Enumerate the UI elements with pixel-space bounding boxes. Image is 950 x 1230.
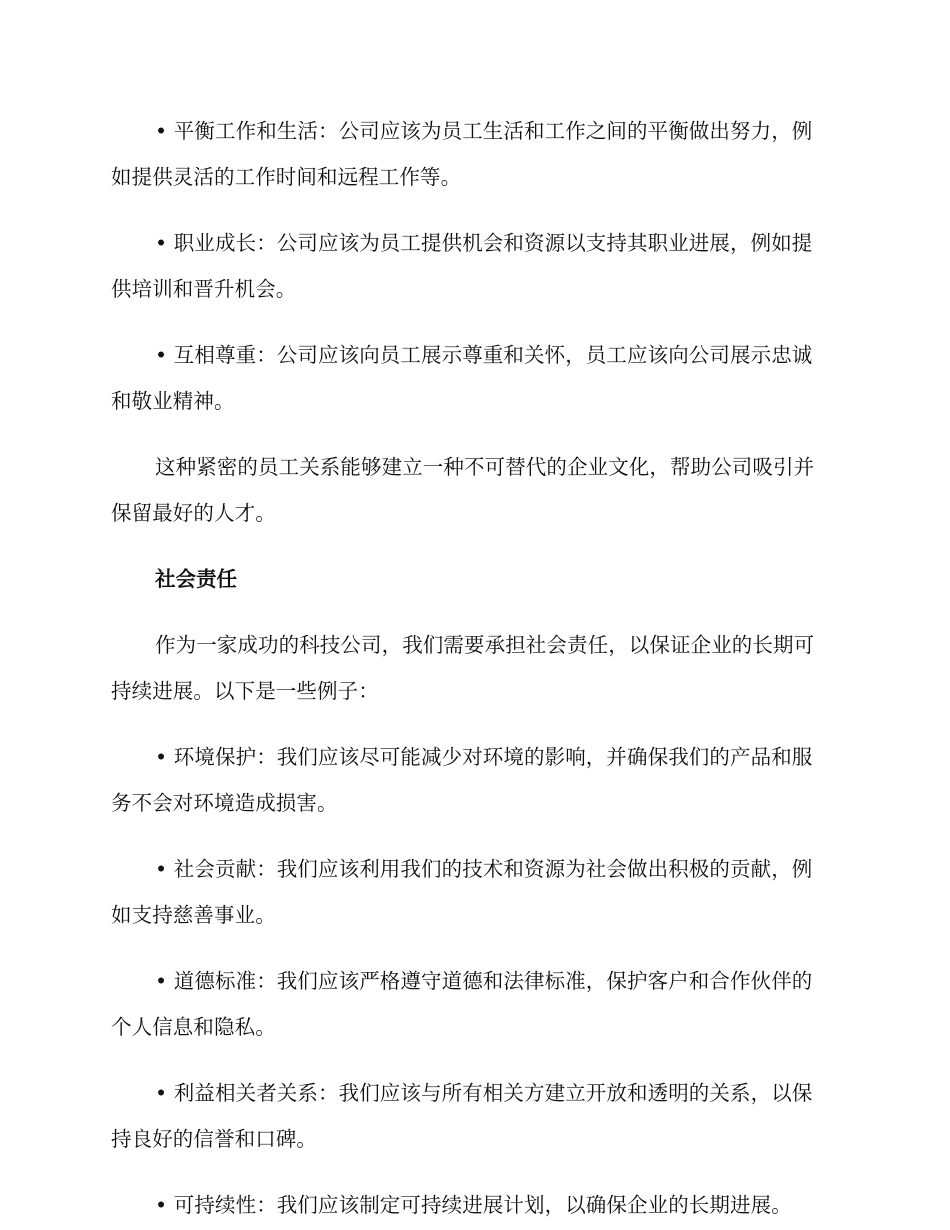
bullet-stakeholder-relations: • 利益相关者关系：我们应该与所有相关方建立开放和透明的关系，以保持良好的信誉和口碑。 [111,1081,813,1151]
paragraph-social-responsibility-intro: 作为一家成功的科技公司，我们需要承担社会责任，以保证企业的长期可持续进展。以下是一些例子： [111,633,815,703]
bullet-social-contribution: • 社会贡献：我们应该利用我们的技术和资源为社会做出积极的贡献，例如支持慈善事业。 [111,857,813,927]
bullet-mutual-respect: • 互相尊重：公司应该向员工展示尊重和关怀，员工应该向公司展示忠诚和敬业精神。 [111,343,813,413]
paragraph-employee-relations-summary: 这种紧密的员工关系能够建立一种不可替代的企业文化，帮助公司吸引并保留最好的人才。 [111,455,815,525]
bullet-environmental-protection: • 环境保护：我们应该尽可能减少对环境的影响，并确保我们的产品和服务不会对环境造成损害。 [111,745,813,815]
section-heading-social-responsibility: 社会责任 [155,567,237,591]
bullet-career-growth: • 职业成长：公司应该为员工提供机会和资源以支持其职业进展，例如提供培训和晋升机会。 [111,231,813,301]
bullet-ethical-standards: • 道德标准：我们应该严格遵守道德和法律标准，保护客户和合作伙伴的个人信息和隐私。 [111,969,813,1039]
bullet-work-life-balance: • 平衡工作和生活：公司应该为员工生活和工作之间的平衡做出努力，例如提供灵活的工作时间和远程工作等。 [111,119,813,189]
bullet-sustainability: • 可持续性：我们应该制定可持续进展计划，以确保企业的长期进展。 [155,1193,792,1217]
